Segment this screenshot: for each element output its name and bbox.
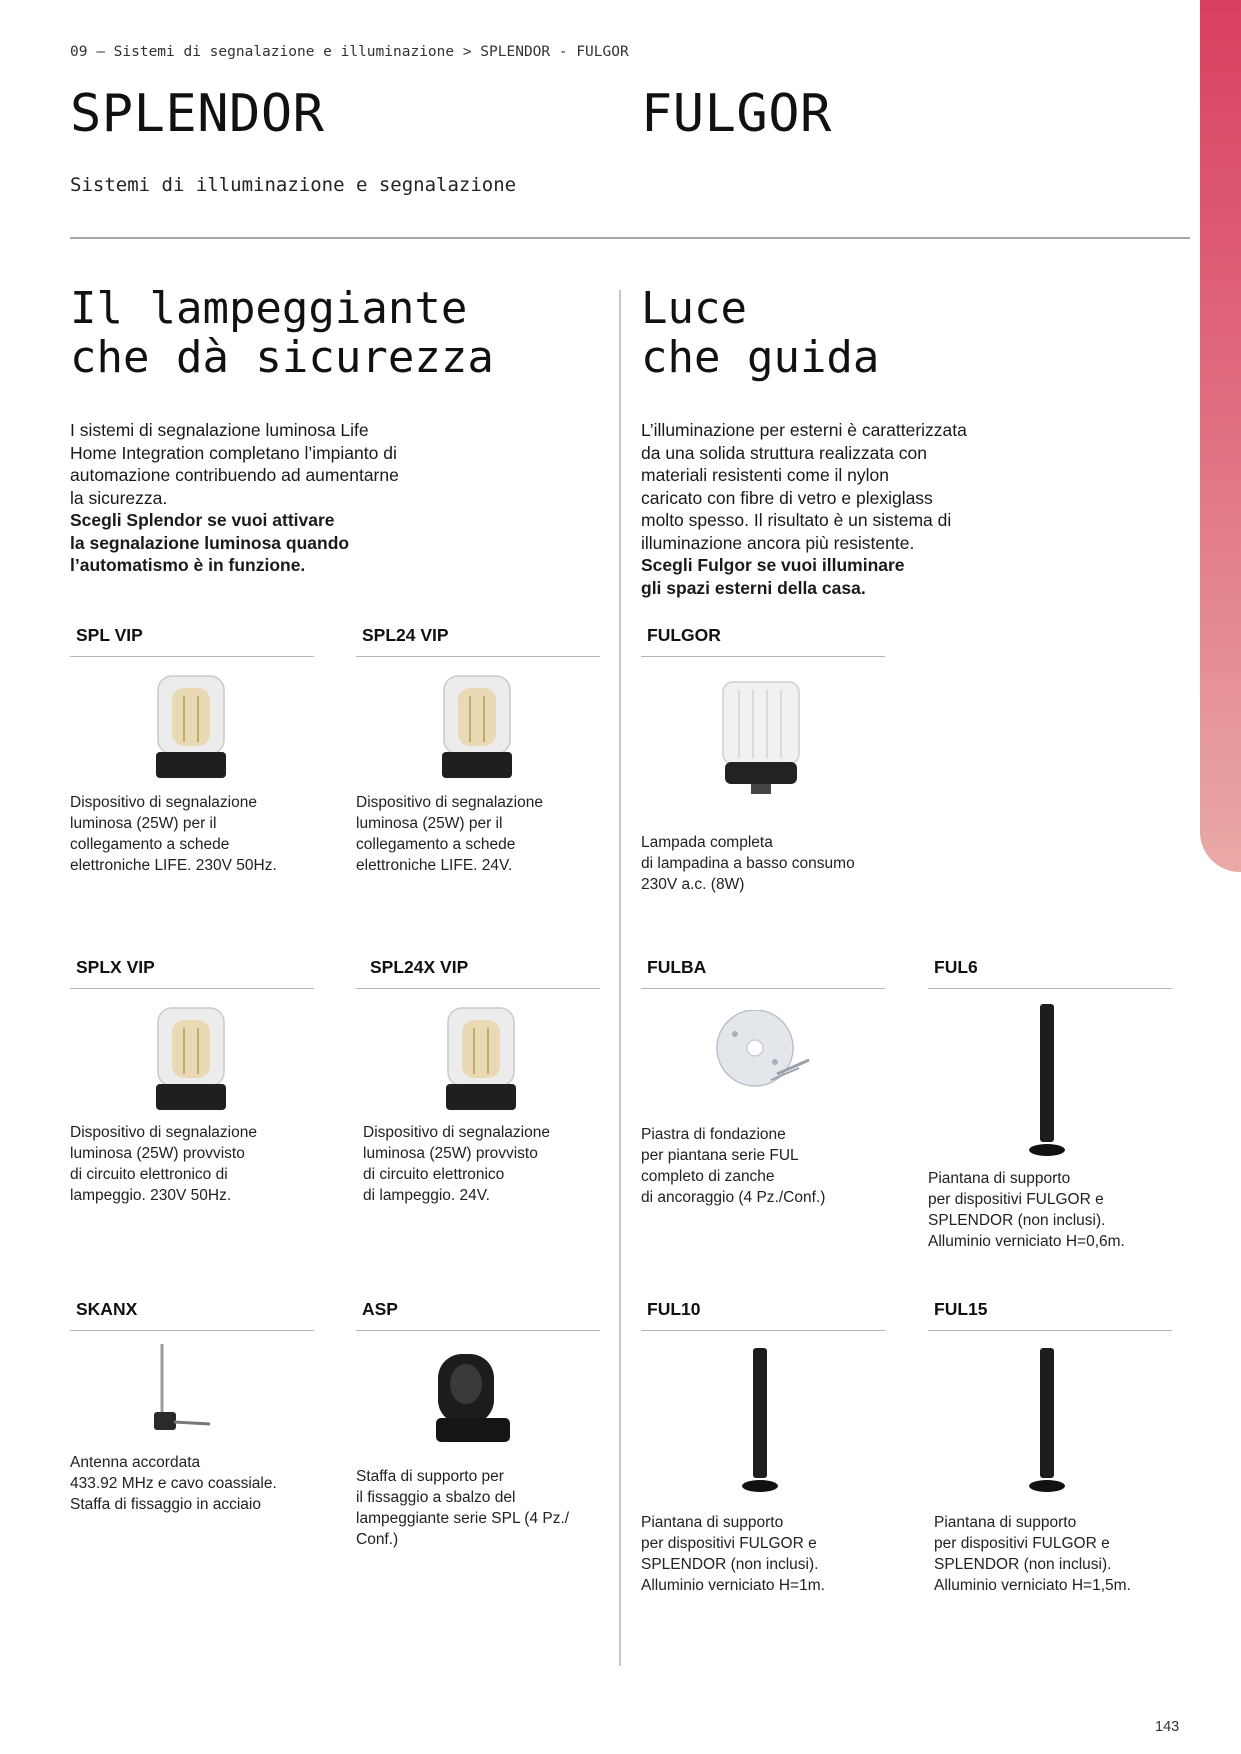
intro-line: gli spazi esterni della casa.: [641, 577, 866, 598]
description-line: di circuito elettronico di: [70, 1166, 228, 1183]
description-line: di ancoraggio (4 Pz./Conf.): [641, 1189, 826, 1206]
flashing-lamp-icon: [356, 1006, 600, 1116]
product-code: SPLX VIP: [70, 954, 314, 989]
support-post-icon: [928, 1346, 1172, 1496]
description-line: per dispositivi FULGOR e: [641, 1535, 817, 1552]
description-line: Dispositivo di segnalazione: [356, 794, 543, 811]
description-line: Conf.): [356, 1531, 399, 1548]
product-card-spl-vip: [70, 622, 314, 874]
right-headline: [641, 284, 879, 382]
foundation-plate-icon: [641, 1010, 885, 1110]
description-line: Lampada completa: [641, 834, 773, 851]
description-line: SPLENDOR (non inclusi).: [934, 1556, 1112, 1573]
support-post-icon: [928, 1002, 1172, 1160]
page-subtitle: Sistemi di illuminazione e segnalazione: [70, 174, 517, 196]
product-code: ASP: [356, 1296, 600, 1331]
description-line: di circuito elettronico: [363, 1166, 505, 1183]
intro-line: caricato con fibre di vetro e plexiglass: [641, 487, 933, 508]
description-line: Alluminio verniciato H=1m.: [641, 1577, 825, 1594]
left-intro: [70, 419, 590, 577]
description-line: Alluminio verniciato H=0,6m.: [928, 1233, 1125, 1250]
left-headline: [70, 284, 494, 382]
support-post-icon: [641, 1346, 885, 1496]
description-line: di lampadina a basso consumo: [641, 855, 855, 872]
section-tab: [1200, 0, 1241, 872]
intro-line: da una solida struttura realizzata con: [641, 442, 927, 463]
headline-line: che dà sicurezza: [70, 332, 494, 383]
description-line: Dispositivo di segnalazione: [70, 794, 257, 811]
product-description: [356, 1466, 606, 1550]
headline-line: Luce: [641, 283, 747, 334]
description-line: per piantana serie FUL: [641, 1147, 799, 1164]
product-description: [641, 832, 891, 895]
product-card-spl24x-vip: [356, 954, 600, 1204]
intro-line: Scegli Fulgor se vuoi illuminare: [641, 555, 905, 575]
product-code: SKANX: [70, 1296, 314, 1331]
product-code: FUL10: [641, 1296, 885, 1331]
description-line: il fissaggio a sbalzo del: [356, 1489, 516, 1506]
product-card-splx-vip: [70, 954, 314, 1204]
product-card-skanx: [70, 1296, 314, 1513]
product-card-ful10: [641, 1296, 885, 1594]
description-line: di lampeggio. 24V.: [363, 1187, 490, 1204]
product-code: FULBA: [641, 954, 885, 989]
wall-bracket-icon: [356, 1348, 600, 1450]
product-description: [641, 1512, 891, 1596]
description-line: lampeggio. 230V 50Hz.: [70, 1187, 232, 1204]
product-description: [70, 1452, 320, 1515]
product-code: FULGOR: [641, 622, 885, 657]
description-line: Alluminio verniciato H=1,5m.: [934, 1577, 1131, 1594]
product-code: FUL6: [928, 954, 1172, 989]
description-line: Piantana di supporto: [641, 1514, 784, 1531]
description-line: elettroniche LIFE. 230V 50Hz.: [70, 857, 277, 874]
description-line: Piantana di supporto: [928, 1170, 1071, 1187]
description-line: Antenna accordata: [70, 1454, 201, 1471]
intro-line: l’automatismo è in funzione.: [70, 555, 306, 575]
description-line: Dispositivo di segnalazione: [363, 1124, 550, 1141]
description-line: per dispositivi FULGOR e: [934, 1535, 1110, 1552]
intro-line: la sicurezza.: [70, 487, 168, 508]
description-line: luminosa (25W) provvisto: [363, 1145, 538, 1162]
brand-title-splendor: SPLENDOR: [70, 84, 325, 144]
intro-line: Home Integration completano l’impianto di: [70, 442, 397, 463]
intro-line: materiali resistenti come il nylon: [641, 465, 890, 485]
intro-line: la segnalazione luminosa quando: [70, 532, 350, 553]
product-description: [928, 1168, 1178, 1252]
description-line: SPLENDOR (non inclusi).: [928, 1212, 1106, 1229]
product-card-spl24-vip: [356, 622, 600, 874]
description-line: 433.92 MHz e cavo coassiale.: [70, 1475, 277, 1492]
flashing-lamp-icon: [70, 674, 314, 784]
intro-line: Scegli Splendor se vuoi attivare: [70, 510, 335, 530]
brand-title-fulgor: FULGOR: [641, 84, 832, 144]
product-description: [934, 1512, 1184, 1596]
intro-line: illuminazione ancora più resistente.: [641, 532, 915, 553]
garden-lamp-icon: [641, 680, 885, 798]
column-divider: [619, 290, 621, 1666]
product-card-ful15: [928, 1296, 1172, 1594]
antenna-icon: [70, 1340, 314, 1444]
intro-line: molto spesso. Il risultato è un sistema di: [641, 510, 952, 530]
description-line: completo di zanche: [641, 1168, 775, 1185]
description-line: collegamento a schede: [70, 836, 230, 853]
product-card-fulba: [641, 954, 885, 1206]
description-line: collegamento a schede: [356, 836, 516, 853]
product-code: SPL VIP: [70, 622, 314, 657]
description-line: Piantana di supporto: [934, 1514, 1077, 1531]
description-line: lampeggiante serie SPL (4 Pz./: [356, 1510, 570, 1527]
intro-line: L’illuminazione per esterni è caratterizzata: [641, 420, 967, 440]
flashing-lamp-icon: [70, 1006, 314, 1116]
flashing-lamp-icon: [356, 674, 600, 784]
intro-line: I sistemi di segnalazione luminosa Life: [70, 420, 369, 440]
description-line: Staffa di supporto per: [356, 1468, 504, 1485]
product-card-ful6: [928, 954, 1172, 1250]
headline-line: che guida: [641, 332, 880, 383]
description-line: 230V a.c. (8W): [641, 876, 745, 893]
description-line: Dispositivo di segnalazione: [70, 1124, 257, 1141]
description-line: Piastra di fondazione: [641, 1126, 786, 1143]
headline-line: Il lampeggiante: [70, 283, 468, 334]
description-line: luminosa (25W) provvisto: [70, 1145, 245, 1162]
description-line: per dispositivi FULGOR e: [928, 1191, 1104, 1208]
right-intro: [641, 419, 1181, 599]
product-code: SPL24 VIP: [356, 622, 600, 657]
description-line: luminosa (25W) per il: [70, 815, 217, 832]
product-description: [70, 1122, 320, 1206]
product-code: SPL24X VIP: [356, 954, 600, 989]
product-description: [70, 792, 320, 876]
product-description: [363, 1122, 613, 1206]
description-line: Staffa di fissaggio in acciaio: [70, 1496, 261, 1513]
page-number: 143: [1155, 1719, 1180, 1735]
description-line: elettroniche LIFE. 24V.: [356, 857, 513, 874]
intro-line: automazione contribuendo ad aumentarne: [70, 465, 399, 485]
description-line: luminosa (25W) per il: [356, 815, 503, 832]
description-line: SPLENDOR (non inclusi).: [641, 1556, 819, 1573]
product-description: [641, 1124, 891, 1208]
product-card-asp: [356, 1296, 600, 1548]
breadcrumb: 09 — Sistemi di segnalazione e illuminazione > SPLENDOR - FULGOR: [70, 44, 629, 60]
product-card-fulgor: [641, 622, 885, 893]
product-code: FUL15: [928, 1296, 1172, 1331]
product-description: [356, 792, 606, 876]
header-divider: [70, 237, 1190, 239]
